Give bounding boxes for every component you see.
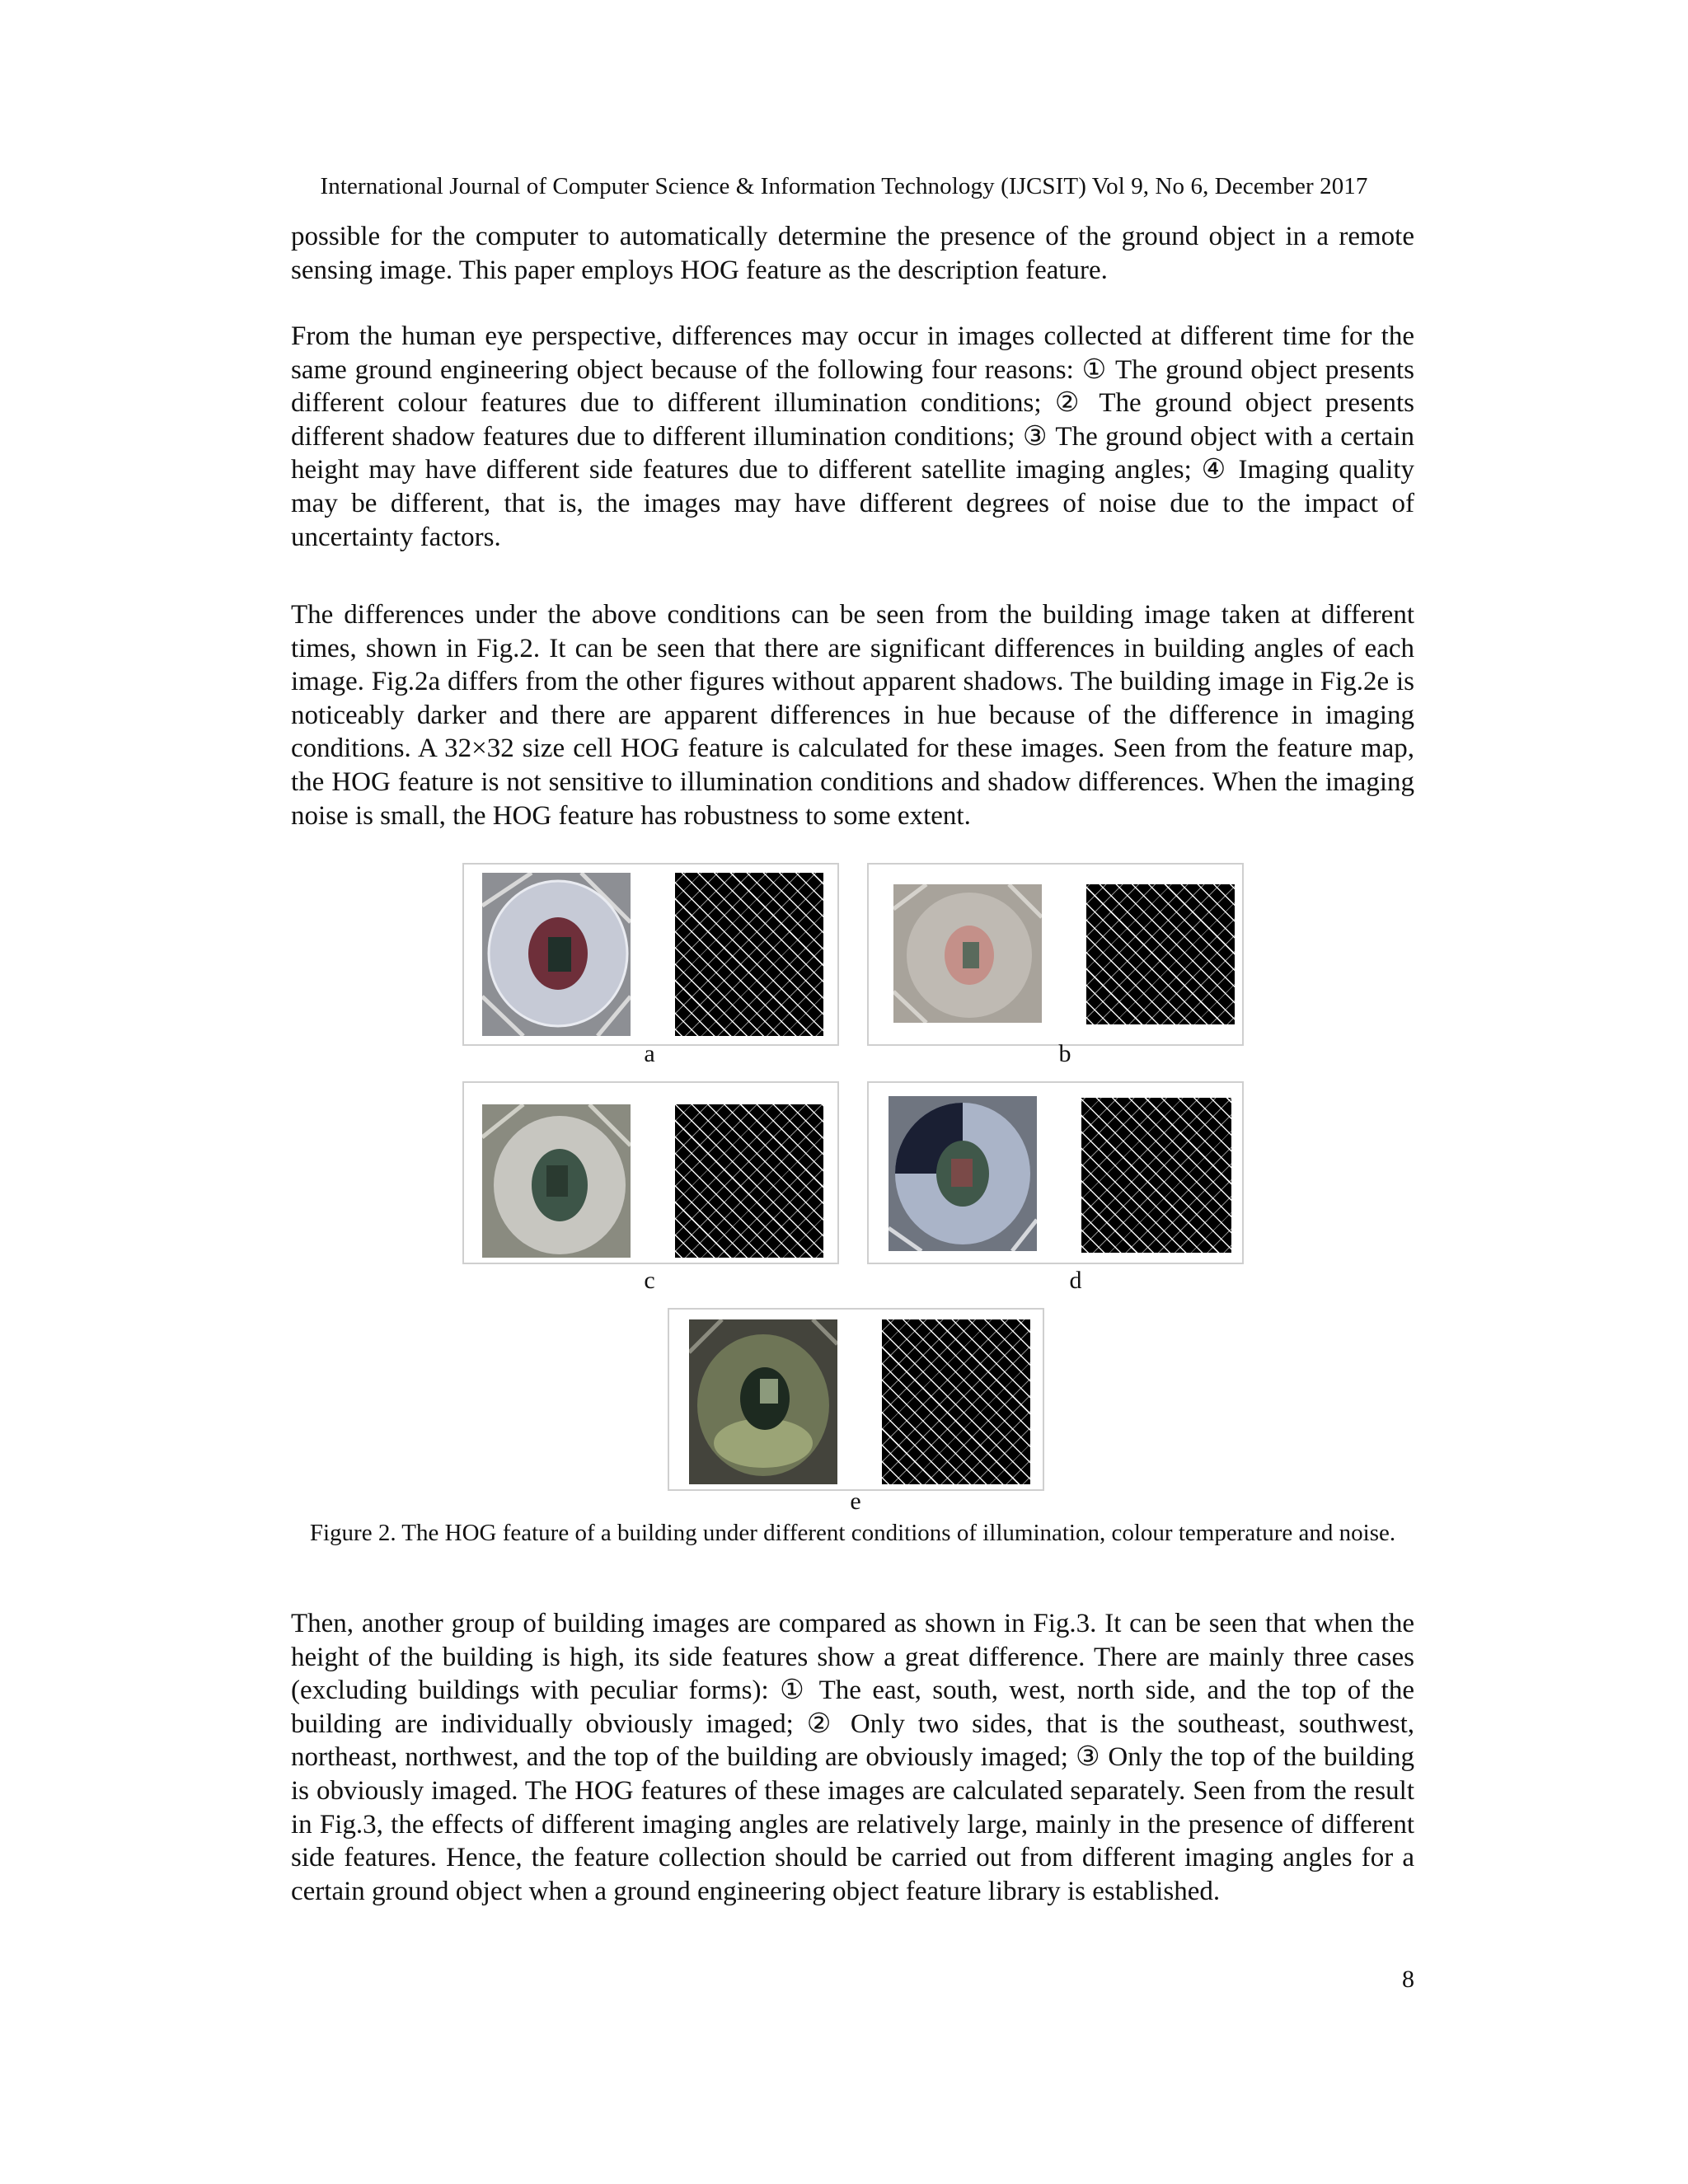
- building-photo-b: [893, 884, 1042, 1023]
- building-photo-d: [889, 1096, 1037, 1251]
- journal-header: International Journal of Computer Science & Information Technology (IJCSIT) Vol 9, No 6, December 2017: [320, 173, 1368, 199]
- figure-panel-a: [462, 863, 839, 1046]
- figure-label-b: b: [1058, 1040, 1071, 1067]
- hog-feature-map-d: [1081, 1098, 1231, 1253]
- building-photo-c: [482, 1104, 631, 1258]
- hog-feature-map-b: [1086, 884, 1235, 1024]
- hog-feature-map-c: [675, 1104, 823, 1258]
- page-number: 8: [1402, 1966, 1414, 1993]
- building-photo-e: [689, 1319, 837, 1484]
- paragraph-3: The differences under the above conditions can be seen from the building image taken at different times, shown in Fig.2. It can be seen that there are significant differences in building angles of each image. Fig.2a differs from the other figures without apparent shadows. The building image in Fig.2e is noticeably darker and there are apparent differences in hue because of the difference in imaging conditions. A 32×32 size cell HOG feature is calculated for these images. Seen from the feature map, the HOG feature is not sensitive to illumination conditions and shadow differences. When the imaging noise is small, the HOG feature has robustness to some extent.: [291, 600, 1414, 831]
- building-photo-a: [482, 873, 631, 1036]
- figure-panel-b: [867, 863, 1244, 1046]
- figure-label-d: d: [1069, 1267, 1082, 1294]
- paragraph-4: Then, another group of building images are compared as shown in Fig.3. It can be seen that when the height of the building is high, its side features show a great difference. There are mainly three cases (excluding buildings with peculiar forms): ① The east, south, west, north side, and the top of the building are individually obviously imaged; ② Only two sides, that is the southeast, southwest, northeast, northwest, and the top of the building are obviously imaged; ③ Only the top of the building is obviously imaged. The HOG features of these images are calculated separately. Seen from the result in Fig.3, the effects of different imaging angles are relatively large, mainly in the presence of different side features. Hence, the feature collection should be carried out from different imaging angles for a certain ground object when a ground engineering object feature library is established.: [291, 1609, 1414, 1906]
- paragraph-1: possible for the computer to automatically determine the presence of the ground object in a remote sensing image. This paper employs HOG feature as the description feature.: [291, 222, 1414, 285]
- hog-feature-map-e: [882, 1319, 1030, 1484]
- figure-panel-e: [668, 1308, 1044, 1491]
- hog-feature-map-a: [675, 873, 823, 1036]
- figure-panel-d: [867, 1081, 1244, 1264]
- figure-label-e: e: [850, 1488, 861, 1515]
- paragraph-2: From the human eye perspective, differences may occur in images collected at different time for the same ground engineering object because of the following four reasons: ① The ground object presents different colour features due to different illumination conditions; ② The ground object presents different shadow features due to different illumination conditions; ③ The ground object with a certain height may have different side features due to different satellite imaging angles; ④ Imaging quality may be different, that is, the images may have different degrees of noise due to the impact of uncertainty factors.: [291, 321, 1414, 552]
- figure-panel-c: [462, 1081, 839, 1264]
- figure-label-c: c: [644, 1267, 655, 1294]
- figure-label-a: a: [644, 1040, 655, 1067]
- figure-caption: Figure 2. The HOG feature of a building under different conditions of illumination, colour temperature and noise.: [309, 1520, 1396, 1546]
